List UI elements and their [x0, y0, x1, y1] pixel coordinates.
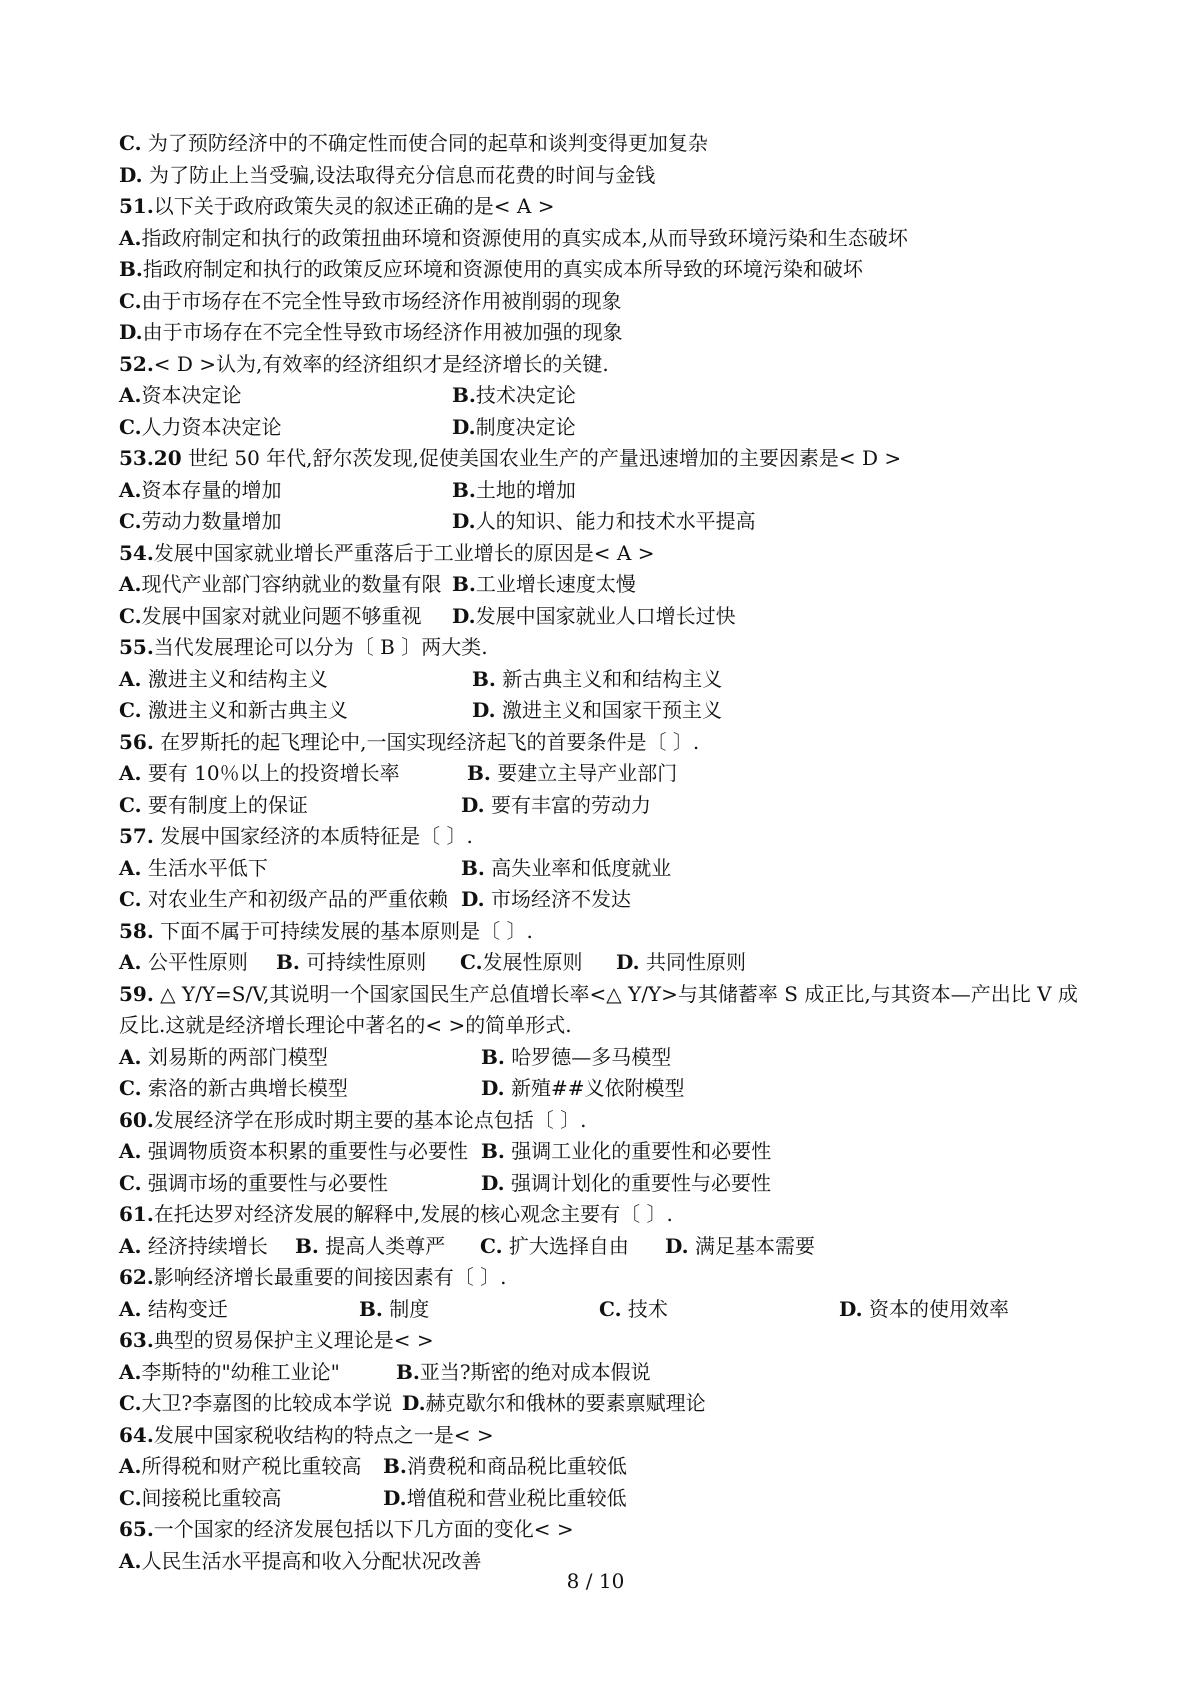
question-list: [119, 128, 1079, 1577]
option-b: D.制度决定论: [452, 414, 576, 439]
option-text: B.指政府制定和执行的政策反应环境和资源使用的真实成本所导致的环境污染和破坏: [119, 257, 863, 281]
question-text: 54.发展中国家就业增长严重落后于工业增长的原因是< A >: [119, 540, 655, 565]
option-row: [119, 884, 1079, 916]
option-b: B. 要建立主导产业部门: [467, 761, 678, 785]
option-row: [119, 1073, 1079, 1105]
option-text: C. 为了预防经济中的不确定性而使合同的起草和谈判变得更加复杂: [119, 131, 708, 155]
option-c: C.发展性原则: [460, 950, 583, 974]
option-text: A.指政府制定和执行的政策扭曲环境和资源使用的真实成本,从而导致环境污染和生态破坏: [119, 225, 908, 250]
option-b: B. 提高人类尊严: [295, 1233, 446, 1258]
option-a: C. 索洛的新古典增长模型: [119, 1076, 348, 1100]
question-text: 60.发展经济学在形成时期主要的基本论点包括〔 〕.: [119, 1107, 587, 1132]
option-text: D. 为了防止上当受骗,设法取得充分信息而花费的时间与金钱: [119, 162, 656, 187]
option-row: [119, 380, 1079, 412]
question-text: 64.发展中国家税收结构的特点之一是< >: [119, 1422, 494, 1447]
question-text: 53.20 世纪 50 年代,舒尔茨发现,促使美国农业生产的产量迅速增加的主要因素是< D >: [119, 446, 902, 470]
option-text: A.人民生活水平提高和收入分配状况改善: [119, 1548, 482, 1573]
option-a: A. 经济持续增长: [119, 1233, 268, 1258]
option-a: A. 生活水平低下: [119, 855, 268, 880]
option-b: B. 新古典主义和和结构主义: [472, 666, 723, 691]
option-a: C.大卫?李嘉图的比较成本学说: [119, 1391, 393, 1415]
option-row: [119, 1136, 1079, 1168]
option-d: D. 资本的使用效率: [839, 1296, 1009, 1321]
question-text: 59. △ Y/Y=S/V,其说明一个国家国民生产总值增长率<△ Y/Y>与其储蓄率 S 成正比,与其资本—产出比 V 成反比.这就是经济增长理论中著名的< >的简单形式.: [119, 981, 1078, 1037]
option-b: B. 强调工业化的重要性和必要性: [481, 1139, 772, 1163]
option-a: C.人力资本决定论: [119, 414, 282, 439]
option-b: D.人的知识、能力和技术水平提高: [452, 509, 756, 533]
option-a: A. 要有 10％以上的投资增长率: [119, 761, 400, 785]
option-b: D. 强调计划化的重要性与必要性: [481, 1170, 771, 1195]
option-row: [119, 1042, 1079, 1074]
question-text: 56. 在罗斯托的起飞理论中,一国实现经济起飞的首要条件是〔 〕.: [119, 729, 700, 754]
option-a: C. 要有制度上的保证: [119, 792, 308, 817]
option-a: A.所得税和财产税比重较高: [119, 1454, 362, 1478]
option-row: [119, 1451, 1079, 1483]
option-a: C.发展中国家对就业问题不够重视: [119, 603, 422, 628]
option-row: [119, 475, 1079, 507]
option-a: A. 结构变迁: [119, 1296, 228, 1321]
option-row: [119, 1231, 1079, 1263]
option-row: [119, 947, 1079, 979]
option-b: D. 新殖##义依附模型: [481, 1076, 685, 1100]
option-row: [119, 853, 1079, 885]
option-b: B.亚当?斯密的绝对成本假说: [396, 1359, 651, 1384]
question-text: 61.在托达罗对经济发展的解释中,发展的核心观念主要有〔 〕.: [119, 1202, 673, 1226]
option-b: D.赫克歇尔和俄林的要素禀赋理论: [402, 1391, 706, 1415]
option-row: [119, 664, 1079, 696]
option-a: A. 公平性原则: [119, 950, 248, 974]
option-row: [119, 569, 1079, 601]
question-text: 55.当代发展理论可以分为〔 B 〕两大类.: [119, 635, 488, 659]
option-a: A.资本存量的增加: [119, 477, 282, 502]
option-b: B.消费税和商品税比重较低: [383, 1454, 627, 1478]
option-c: C. 扩大选择自由: [480, 1233, 629, 1258]
option-text: D.由于市场存在不完全性导致市场经济作用被加强的现象: [119, 320, 623, 344]
option-b: B. 可持续性原则: [276, 950, 427, 974]
option-row: [119, 1483, 1079, 1515]
question-text: 52.< D >认为,有效率的经济组织才是经济增长的关键.: [119, 351, 609, 376]
option-row: [119, 412, 1079, 444]
option-b: D. 市场经济不发达: [461, 887, 631, 911]
option-a: A. 强调物质资本积累的重要性与必要性: [119, 1139, 468, 1163]
option-b: B.技术决定论: [452, 383, 576, 407]
option-b: B.土地的增加: [452, 477, 576, 502]
option-d: D. 满足基本需要: [665, 1233, 815, 1258]
option-row: [119, 506, 1079, 538]
option-row: [119, 1357, 1079, 1389]
option-a: C.劳动力数量增加: [119, 509, 282, 533]
option-a: A.李斯特的"幼稚工业论": [119, 1359, 340, 1384]
option-a: C. 对农业生产和初级产品的严重依赖: [119, 887, 448, 911]
option-a: A. 激进主义和结构主义: [119, 666, 328, 691]
option-a: A.现代产业部门容纳就业的数量有限: [119, 572, 442, 596]
option-text: C.由于市场存在不完全性导致市场经济作用被削弱的现象: [119, 288, 622, 313]
option-d: D. 共同性原则: [616, 950, 746, 974]
question-text: 51.以下关于政府政策失灵的叙述正确的是< A >: [119, 194, 555, 218]
option-row: [119, 695, 1079, 727]
option-b: B. 制度: [359, 1296, 430, 1321]
option-b: D. 要有丰富的劳动力: [461, 792, 651, 817]
option-row: [119, 1168, 1079, 1200]
option-a: C.间接税比重较高: [119, 1485, 282, 1510]
question-text: 62.影响经济增长最重要的间接因素有〔 〕.: [119, 1265, 507, 1289]
option-row: [119, 601, 1079, 633]
option-row: [119, 1294, 1079, 1326]
option-b: D. 激进主义和国家干预主义: [472, 698, 722, 722]
option-a: C. 强调市场的重要性与必要性: [119, 1170, 388, 1195]
option-a: A.资本决定论: [119, 383, 242, 407]
option-row: [119, 1388, 1079, 1420]
option-row: [119, 758, 1079, 790]
option-a: C. 激进主义和新古典主义: [119, 698, 348, 722]
question-text: 65.一个国家的经济发展包括以下几方面的变化< >: [119, 1517, 574, 1541]
question-text: 58. 下面不属于可持续发展的基本原则是〔 〕.: [119, 918, 533, 943]
option-b: B. 高失业率和低度就业: [461, 855, 672, 880]
question-text: 57. 发展中国家经济的本质特征是〔 〕.: [119, 824, 473, 848]
option-a: A. 刘易斯的两部门模型: [119, 1044, 328, 1069]
option-c: C. 技术: [599, 1296, 668, 1321]
option-row: [119, 790, 1079, 822]
option-b: D.发展中国家就业人口增长过快: [452, 603, 736, 628]
option-b: D.增值税和营业税比重较低: [383, 1485, 627, 1510]
page-number: 8 / 10: [566, 1569, 625, 1593]
question-text: 63.典型的贸易保护主义理论是< >: [119, 1328, 434, 1352]
option-b: B.工业增长速度太慢: [452, 572, 636, 596]
option-b: B. 哈罗德—多马模型: [481, 1044, 672, 1069]
